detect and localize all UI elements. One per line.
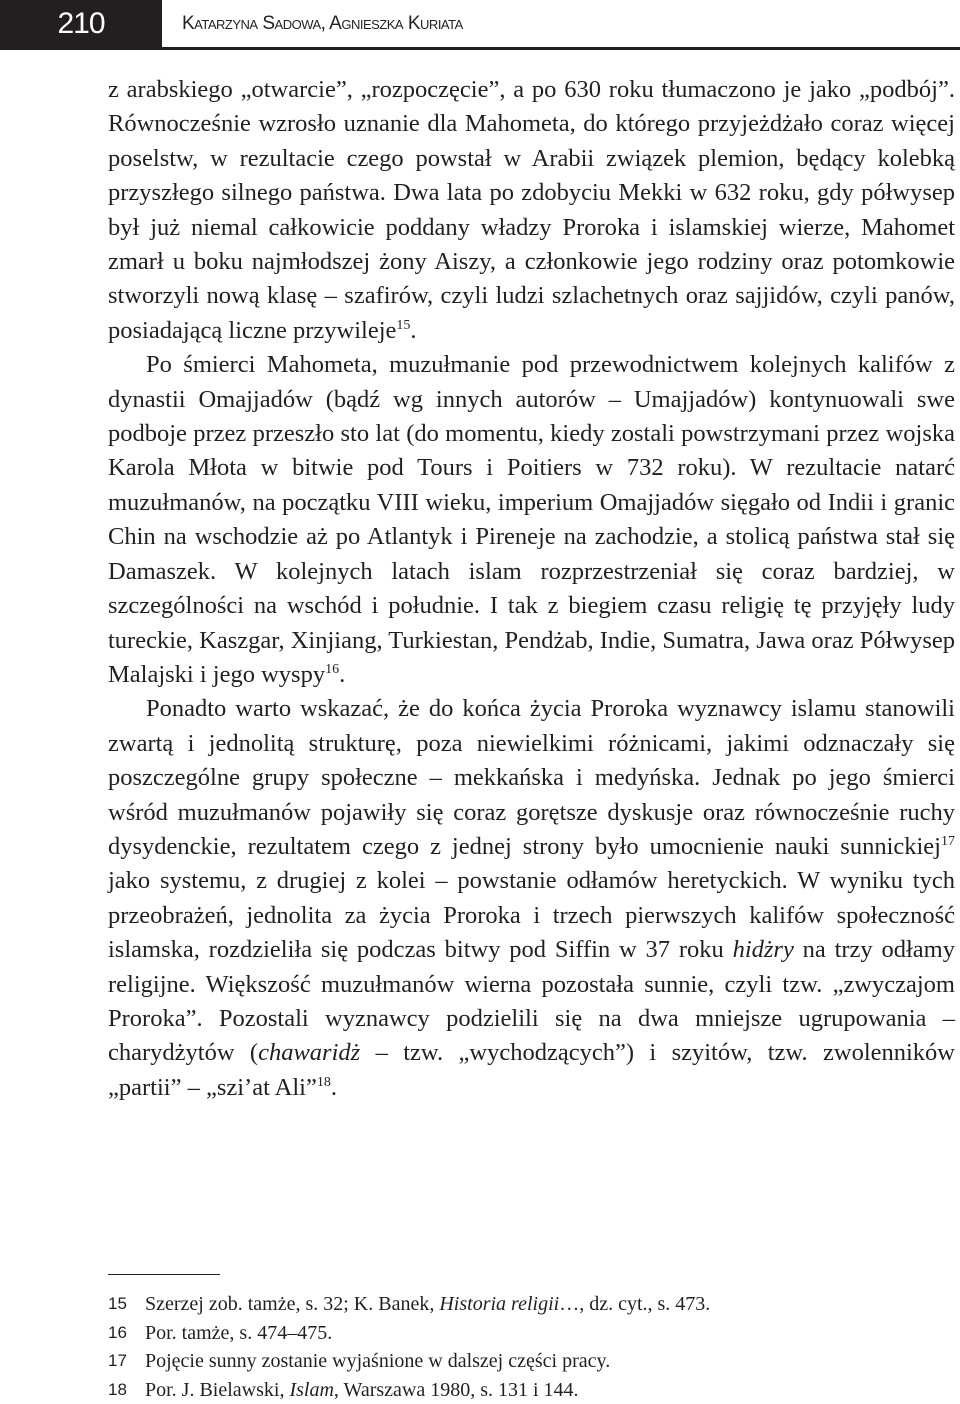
footnote-number: 17	[108, 1347, 145, 1376]
page-header	[0, 0, 960, 50]
running-head: Katarzyna Sadowa, Agnieszka Kuriata	[182, 12, 463, 36]
footnote-text: Por. tamże, s. 474–475.	[145, 1319, 332, 1348]
footnote-text: Pojęcie sunny zostanie wyjaśnione w dalszej części pracy.	[145, 1347, 610, 1376]
footnote-number: 15	[108, 1290, 145, 1319]
footnote-number: 18	[108, 1376, 145, 1404]
footnote-ref-16[interactable]: 16	[325, 662, 339, 677]
paragraph-3: Ponadto warto wskazać, że do końca życia Proroka wyznawcy islamu stanowili zwartą i jednolitą strukturę, poza niewielkimi różnicami, jakimi odznaczały się poszczególne grupy społeczne – mekkańska i medyńska. Jednak po jego śmierci wśród muzułmanów pojawiły się coraz gorętsze dyskusje oraz równocześnie ruchy dysydenckie, rezultatem czego z jednej strony było umocnienie nauki sunnickiej$^{17}$ jako systemu, z drugiej z kolei – powstanie odłamów heretyckich. W wyniku tych przeobrażeń, jednolita za życia Proroka i trzech pierwszych kalifów społeczność islamska, rozdzieliła się podczas bitwy pod Siffin w 37 roku hidżry na trzy odłamy religijne. Większość muzułmanów wierna pozostała sunnie, czyli tzw. „zwyczajom Proroka”. Pozostali wyznawcy podzielili się na dwa mniejsze ugrupowania – charydżytów (chawaridż – tzw. „wychodzących”) i szyitów, tzw. zwolenników „partii” – „szi’at Ali”$^{18}$.	[108, 692, 955, 1105]
footnote-17	[108, 1347, 955, 1376]
italic-term-hidzry: hidżry	[733, 936, 794, 963]
footnote-18	[108, 1376, 955, 1404]
footnote-ref-15[interactable]: 15	[396, 318, 410, 333]
page-number: 210	[0, 0, 162, 47]
body-text	[108, 73, 955, 1105]
paragraph-2: Po śmierci Mahometa, muzułmanie pod przewodnictwem kolejnych kalifów z dynastii Omajjadów (bądź wg innych autorów – Umajjadów) kontynuowali swe podboje przez przeszło sto lat (do momentu, kiedy zostali powstrzymani przez wojska Karola Młota w bitwie pod Tours i Poitiers w 732 roku). W rezultacie natarć muzułmanów, na początku VIII wieku, imperium Omajjadów sięgało od Indii i granic Chin na wschodzie aż po Atlantyk i Pireneje na zachodzie, a stolicą państwa stał się Damaszek. W kolejnych latach islam rozprzestrzeniał się coraz bardziej, w szczególności na wschód i południe. I tak z biegiem czasu religię tę przyjęły ludy tureckie, Kaszgar, Xinjiang, Turkiestan, Pendżab, Indie, Sumatra, Jawa oraz Półwysep Malajski i jego wyspy$^{16}$.	[108, 348, 955, 692]
paragraph-1: z arabskiego „otwarcie”, „rozpoczęcie”, a po 630 roku tłumaczono je jako „podbój”. Równocześnie wzrosło uznanie dla Mahometa, do którego przyjeżdżało coraz więcej poselstw, w rezultacie czego powstał w Arabii związek plemion, będący kolebką przyszłego silnego państwa. Dwa lata po zdobyciu Mekki w 632 roku, gdy półwysep był już niemal całkowicie poddany władzy Proroka i islamskiej wierze, Mahomet zmarł u boku najmłodszej żony Aiszy, a członkowie jego rodziny oraz potomkowie stworzyli nową klasę – szafirów, czyli ludzi szlachetnych oraz sajjidów, czyli panów, posiadającą liczne przywileje$^{15}$.	[108, 73, 955, 348]
footnote-number: 16	[108, 1319, 145, 1348]
footnote-16	[108, 1319, 955, 1348]
italic-term-chawaridz: chawaridż	[258, 1039, 360, 1066]
footnote-separator	[108, 1274, 220, 1275]
footnote-ref-18[interactable]: 18	[317, 1075, 331, 1090]
footnote-ref-17[interactable]: 17	[941, 834, 955, 849]
footnote-15	[108, 1290, 955, 1319]
footnote-text: Por. J. Bielawski, Islam, Warszawa 1980, s. 131 i 144.	[145, 1376, 579, 1404]
footnote-text: Szerzej zob. tamże, s. 32; K. Banek, Historia religii…, dz. cyt., s. 473.	[145, 1290, 710, 1319]
footnotes	[108, 1290, 955, 1404]
